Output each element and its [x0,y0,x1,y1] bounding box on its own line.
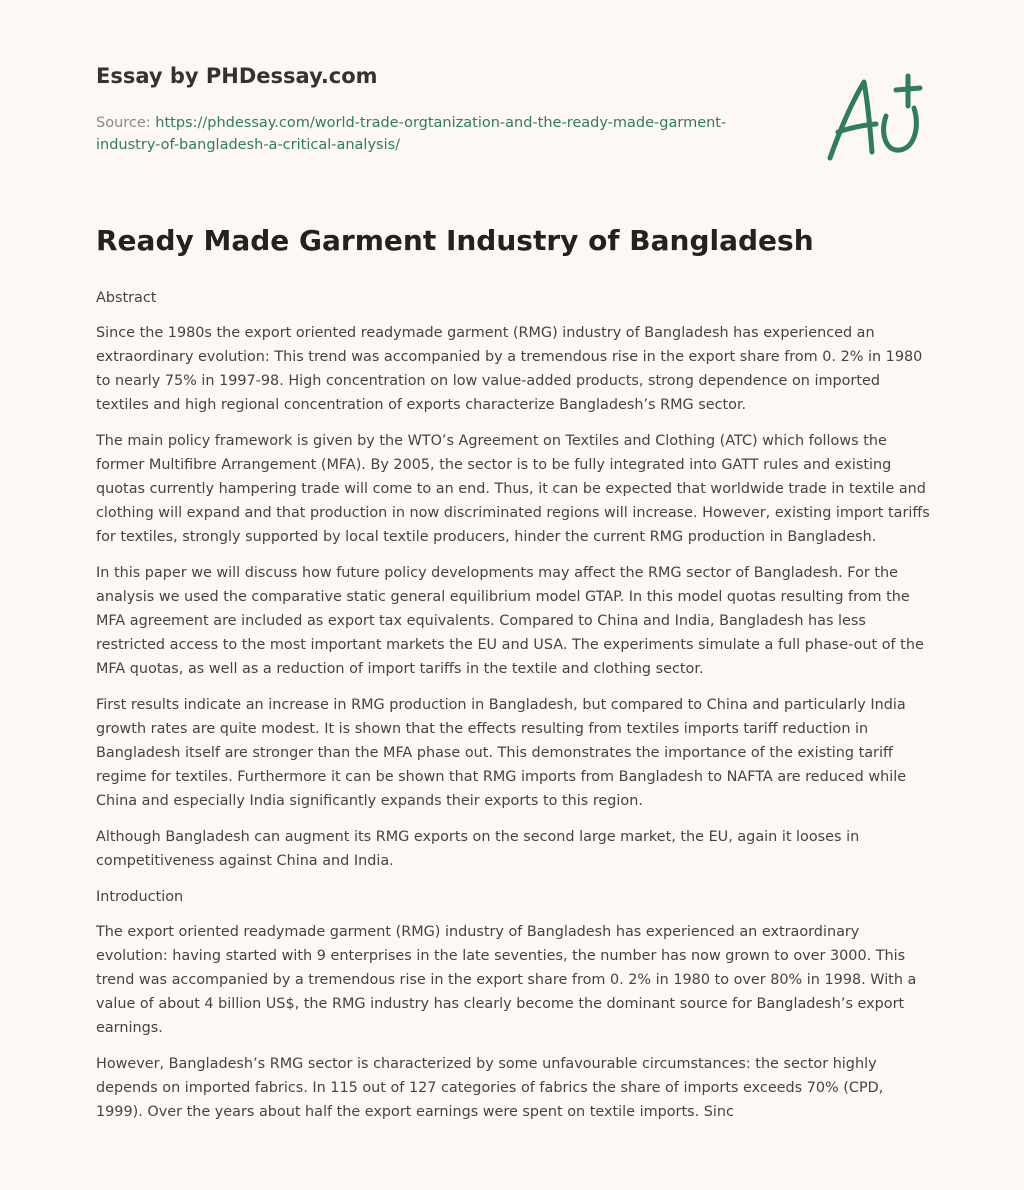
article-title: Ready Made Garment Industry of Bangladesh [96,224,814,257]
site-title: Essay by PHDessay.com [96,64,378,88]
a-plus-logo-icon [824,68,928,164]
paragraph: In this paper we will discuss how future policy developments may affect the RMG sector of Bangladesh. For the analysis we used the comparative static general equilibrium model GTAP. In this model quotas resulting from the MFA agreement are included as export tax equivalents. Compared to China and India, Bangladesh has less restricted access to the most important markets the EU and USA. The experiments simulate a full phase-out of the MFA quotas, as well as a reduction of import tariffs in the textile and clothing sector. [96,565,924,677]
paragraph: First results indicate an increase in RMG production in Bangladesh, but compared to China and particularly India growth rates are quite modest. It is shown that the effects resulting from textiles imports tariff reduction in Bangladesh itself are stronger than the MFA phase out. This demonstrates the importance of the existing tariff regime for textiles. Furthermore it can be shown that RMG imports from Bangladesh to NAFTA are reduced while China and especially India significantly expands their exports to this region. [96,697,907,809]
article-body [96,286,930,1136]
paragraph: The main policy framework is given by the WTO’s Agreement on Textiles and Clothing (ATC) which follows the former Multifibre Arrangement (MFA). By 2005, the sector is to be fully integrated into GATT rules and existing quotas currently hampering trade will come to an end. Thus, it can be expected that worldwide trade in textile and clothing will expand and that production in now discriminated regions will increase. However, existing import tariffs for textiles, strongly supported by local textile producers, hinder the current RMG production in Bangladesh. [96,433,930,545]
introduction-heading: Introduction [96,889,184,905]
source-link[interactable]: https://phdessay.com/world-trade-orgtanization-and-the-ready-made-garment-industry-of-bangladesh-a-critical-analysis/ [96,115,727,153]
paragraph: The export oriented readymade garment (RMG) industry of Bangladesh has experienced an extraordinary evolution: having started with 9 enterprises in the late seventies, the number has now grown to over 3000. This trend was accompanied by a tremendous rise in the export share from 0. 2% in 1980 to over 80% in 1998. With a value of about 4 billion US$, the RMG industry has clearly become the dominant source for Bangladesh’s export earnings. [96,924,917,1036]
paragraph: Although Bangladesh can augment its RMG exports on the second large market, the EU, again it looses in competitiveness against China and India. [96,829,860,869]
source-label: Source: [96,115,156,131]
abstract-heading: Abstract [96,290,157,306]
paragraph: Since the 1980s the export oriented readymade garment (RMG) industry of Bangladesh has experienced an extraordinary evolution: This trend was accompanied by a tremendous rise in the export share from 0. 2% in 1980 to nearly 75% in 1997-98. High concentration on low value-added products, strong dependence on imported textiles and high regional concentration of exports characterize Bangladesh’s RMG sector. [96,325,923,413]
source-line [96,112,776,156]
paragraph: However, Bangladesh’s RMG sector is characterized by some unfavourable circumstances: the sector highly depends on imported fabrics. In 115 out of 127 categories of fabrics the share of imports exceeds 70% (CPD, 1999). Over the years about half the export earnings were spent on textile imports. Sinc [96,1056,884,1120]
